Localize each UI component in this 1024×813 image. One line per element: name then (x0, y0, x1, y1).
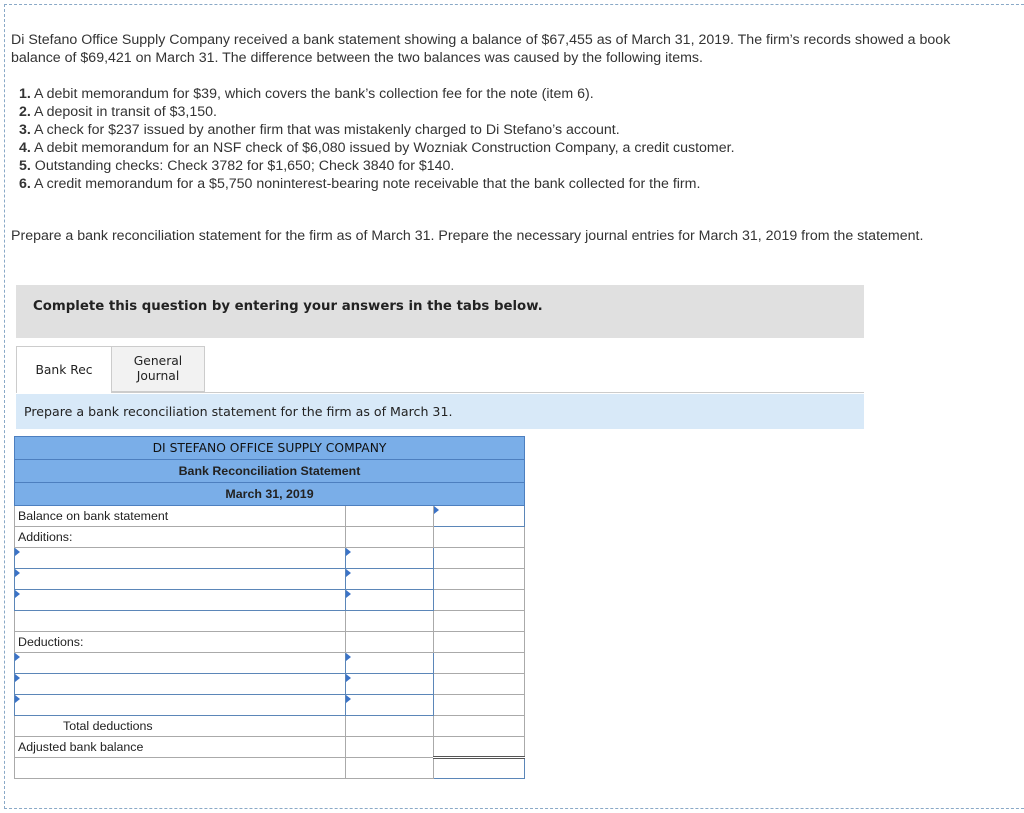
items-list (19, 85, 735, 193)
additions-label: Additions: (15, 527, 346, 548)
reconciliation-table (14, 436, 525, 779)
company-name: DI STEFANO OFFICE SUPPLY COMPANY (15, 437, 525, 460)
input-marker-icon (346, 695, 351, 703)
table-row (15, 695, 525, 716)
table-row (15, 632, 525, 653)
table-row (15, 548, 525, 569)
adjusted-balance-field[interactable] (434, 737, 525, 758)
input-marker-icon (15, 674, 20, 682)
addition-description-input[interactable] (15, 569, 346, 590)
tab-general-journal[interactable]: General Journal (111, 346, 205, 392)
list-item: 6. A credit memorandum for a $5,750 noninterest-bearing note receivable that the bank collected for the firm. (19, 176, 701, 192)
total-deductions-label: Total deductions (15, 716, 346, 737)
input-marker-icon (346, 674, 351, 682)
table-row (15, 674, 525, 695)
input-marker-icon (434, 506, 439, 514)
table-row (15, 716, 525, 737)
balance-label: Balance on bank statement (15, 506, 346, 527)
input-marker-icon (15, 695, 20, 703)
total-deductions-field[interactable] (434, 716, 525, 737)
deductions-label: Deductions: (15, 632, 346, 653)
list-item: 3. A check for $237 issued by another firm that was mistakenly charged to Di Stefano’s account. (19, 122, 620, 138)
complete-text: Complete this question by entering your answers in the tabs below. (33, 299, 543, 314)
prepare-text: Prepare a bank reconciliation statement for the firm as of March 31. Prepare the necessary journal entries for March 31, 2019 from the statement. (11, 228, 924, 244)
input-marker-icon (15, 569, 20, 577)
statement-title: Bank Reconciliation Statement (15, 460, 525, 483)
deduction-description-input[interactable] (15, 653, 346, 674)
table-row (15, 737, 525, 758)
input-marker-icon (346, 590, 351, 598)
table-row (15, 653, 525, 674)
adjusted-balance-label: Adjusted bank balance (15, 737, 346, 758)
input-marker-icon (15, 653, 20, 661)
table-row (15, 569, 525, 590)
input-marker-icon (346, 653, 351, 661)
deduction-description-input[interactable] (15, 674, 346, 695)
addition-amount-input[interactable] (346, 590, 434, 611)
deduction-amount-input[interactable] (346, 653, 434, 674)
instruction-banner (16, 394, 864, 429)
table-row (15, 527, 525, 548)
deduction-amount-input[interactable] (346, 674, 434, 695)
list-item: 4. A debit memorandum for an NSF check of $6,080 issued by Wozniak Construction Company, a credit customer. (19, 140, 735, 156)
table-row (15, 611, 525, 632)
instruction-text: Prepare a bank reconciliation statement for the firm as of March 31. (24, 404, 453, 419)
list-item: 2. A deposit in transit of $3,150. (19, 104, 217, 120)
statement-date: March 31, 2019 (15, 483, 525, 506)
intro-text: Di Stefano Office Supply Company received a bank statement showing a balance of $67,455 as of March 31, 2019. The firm’s records showed a book balance of $69,421 on March 31. The difference between the two balances was caused by the following items. (11, 32, 951, 66)
complete-banner (16, 285, 864, 338)
tab-bank-rec[interactable]: Bank Rec (16, 346, 112, 393)
addition-description-input[interactable] (15, 548, 346, 569)
table-row (15, 590, 525, 611)
list-item: 1. A debit memorandum for $39, which covers the bank’s collection fee for the note (item 6). (19, 86, 594, 102)
list-item: 5. Outstanding checks: Check 3782 for $1,650; Check 3840 for $140. (19, 158, 455, 174)
deduction-description-input[interactable] (15, 695, 346, 716)
input-marker-icon (15, 590, 20, 598)
input-marker-icon (15, 548, 20, 556)
deduction-amount-input[interactable] (346, 695, 434, 716)
table-row (15, 506, 525, 527)
input-marker-icon (346, 569, 351, 577)
tab-divider (111, 392, 864, 393)
addition-amount-input[interactable] (346, 548, 434, 569)
addition-amount-input[interactable] (346, 569, 434, 590)
balance-amount-input[interactable] (434, 506, 525, 527)
table-row (15, 758, 525, 779)
input-marker-icon (346, 548, 351, 556)
addition-description-input[interactable] (15, 590, 346, 611)
